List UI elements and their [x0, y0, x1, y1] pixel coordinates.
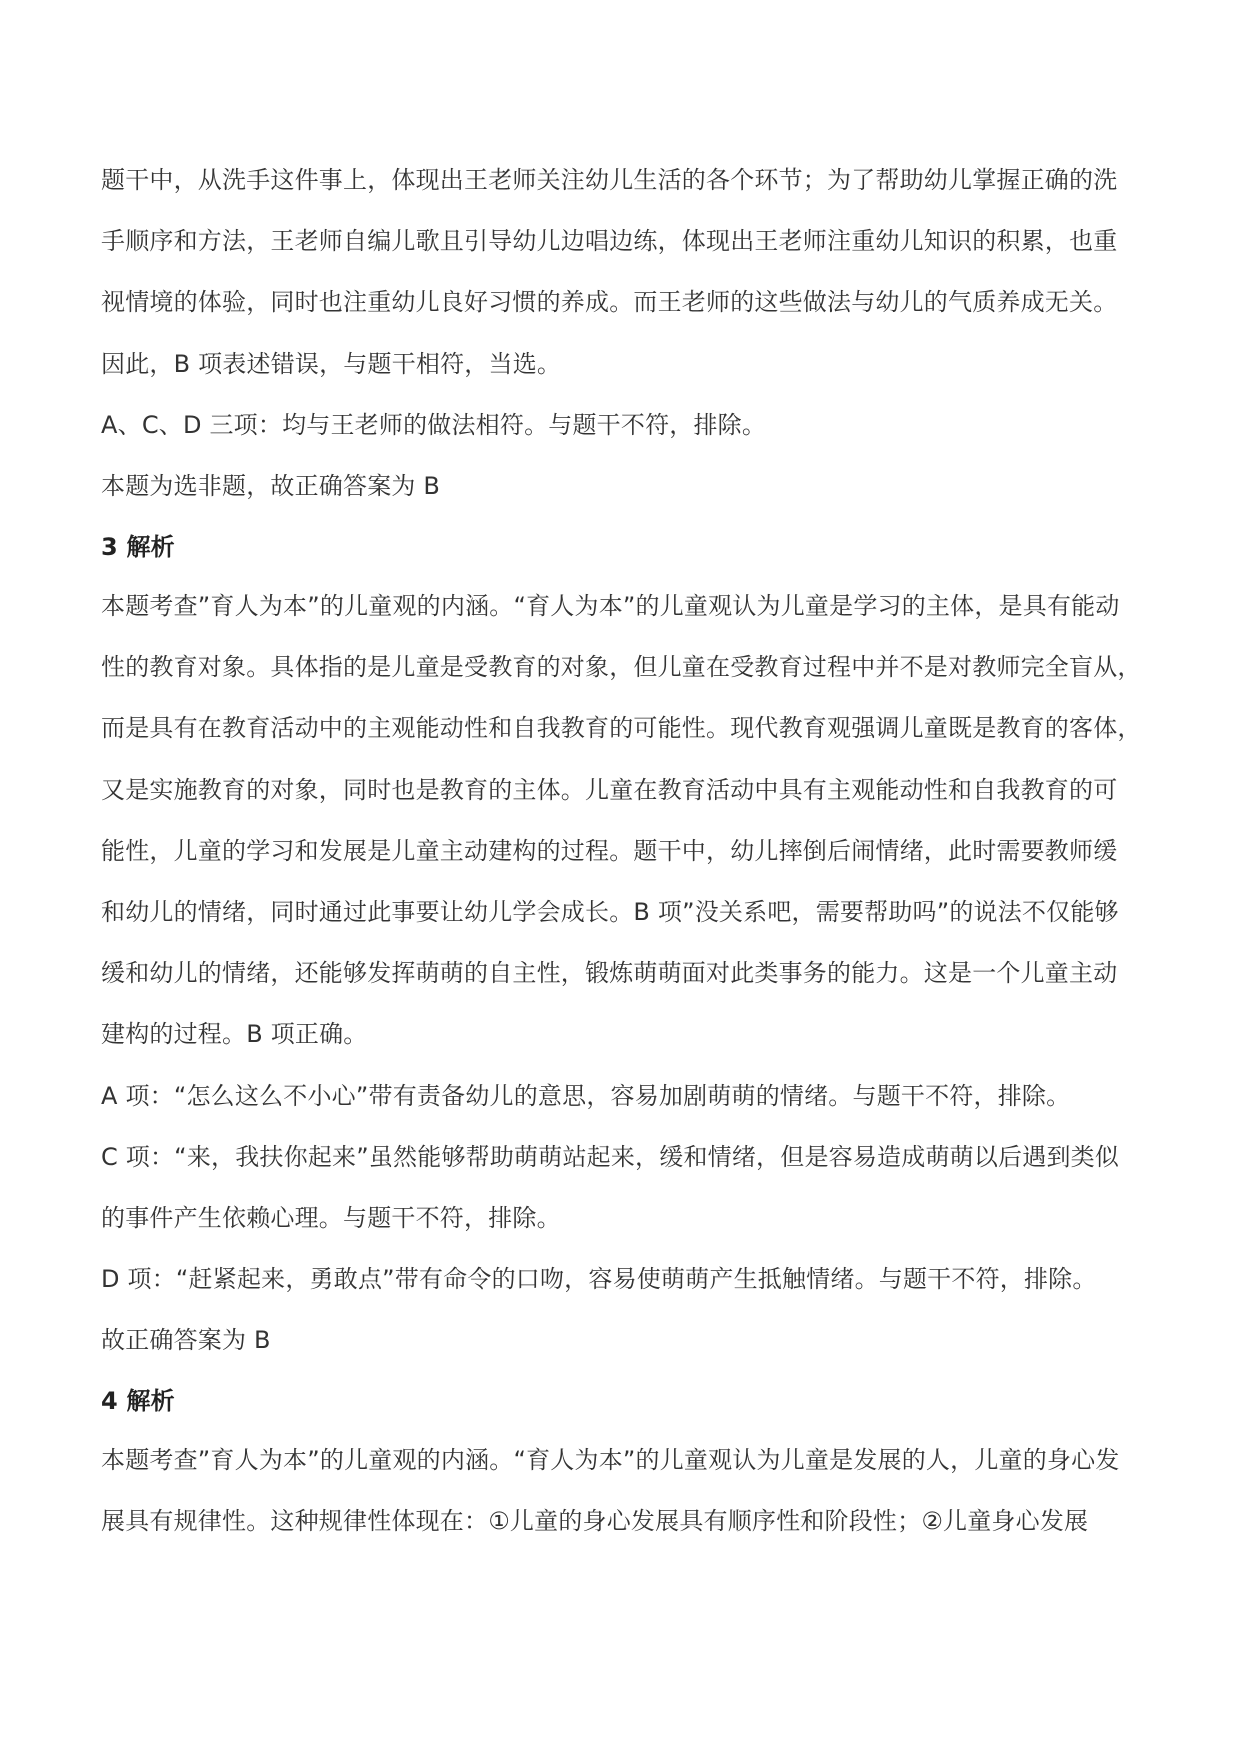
- paragraph-line: C 项：“来，我扶你起来”虽然能够帮助萌萌站起来，缓和情绪，但是容易造成萌萌以后遇到类似: [101, 1143, 1120, 1171]
- paragraph-line: D 项：“赶紧起来，勇敢点”带有命令的口吻，容易使萌萌产生抵触情绪。与题干不符，排除。: [101, 1265, 1097, 1293]
- paragraph-line: 展具有规律性。这种规律性体现在：①儿童的身心发展具有顺序性和阶段性；②儿童身心发展: [101, 1507, 1089, 1535]
- paragraph-line: 又是实施教育的对象，同时也是教育的主体。儿童在教育活动中具有主观能动性和自我教育的可: [101, 776, 1118, 804]
- paragraph-line: A 项：“怎么这么不小心”带有责备幼儿的意思，容易加剧萌萌的情绪。与题干不符，排除。: [101, 1082, 1071, 1110]
- paragraph-line: 本题为选非题，故正确答案为 B: [101, 472, 441, 500]
- paragraph-line: 本题考查”育人为本”的儿童观的内涵。“育人为本”的儿童观认为儿童是发展的人，儿童的身心发: [101, 1446, 1120, 1474]
- paragraph-line: 题干中，从洗手这件事上，体现出王老师关注幼儿生活的各个环节；为了帮助幼儿掌握正确的洗: [101, 166, 1118, 194]
- paragraph-line: 本题考查”育人为本”的儿童观的内涵。“育人为本”的儿童观认为儿童是学习的主体，是具有能动: [101, 592, 1120, 620]
- paragraph-line: 能性，儿童的学习和发展是儿童主动建构的过程。题干中，幼儿摔倒后闹情绪，此时需要教师缓: [101, 837, 1118, 865]
- section-heading: 4 解析: [101, 1387, 175, 1415]
- paragraph-line: 而是具有在教育活动中的主观能动性和自我教育的可能性。现代教育观强调儿童既是教育的客体，: [101, 714, 1142, 742]
- paragraph-line: 手顺序和方法，王老师自编儿歌且引导幼儿边唱边练，体现出王老师注重幼儿知识的积累，也重: [101, 227, 1118, 255]
- paragraph-line: 的事件产生依赖心理。与题干不符，排除。: [101, 1204, 561, 1232]
- paragraph-line: 和幼儿的情绪，同时通过此事要让幼儿学会成长。B 项”没关系吧，需要帮助吗”的说法不仅能够: [101, 898, 1119, 926]
- section-heading: 3 解析: [101, 533, 175, 561]
- paragraph-line: 性的教育对象。具体指的是儿童是受教育的对象，但儿童在受教育过程中并不是对教师完全盲从，: [101, 653, 1142, 681]
- paragraph-line: 缓和幼儿的情绪，还能够发挥萌萌的自主性，锻炼萌萌面对此类事务的能力。这是一个儿童主动: [101, 959, 1118, 987]
- paragraph-line: 建构的过程。B 项正确。: [101, 1020, 368, 1048]
- paragraph-line: 故正确答案为 B: [101, 1326, 271, 1354]
- paragraph-line: 因此，B 项表述错误，与题干相符，当选。: [101, 350, 562, 378]
- paragraph-line: A、C、D 三项：均与王老师的做法相符。与题干不符，排除。: [101, 411, 767, 439]
- paragraph-line: 视情境的体验，同时也注重幼儿良好习惯的养成。而王老师的这些做法与幼儿的气质养成无关。: [101, 288, 1118, 316]
